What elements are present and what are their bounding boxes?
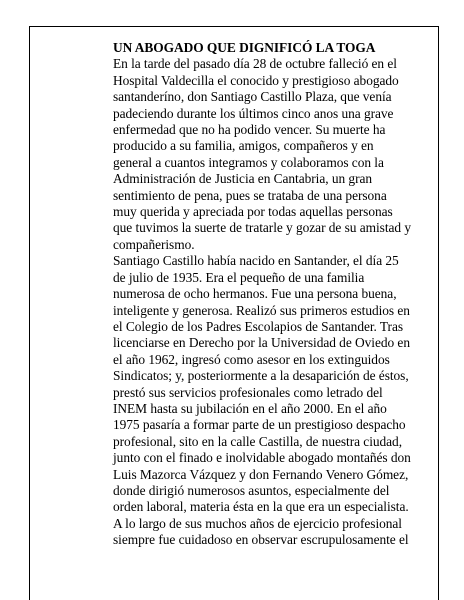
text-line: 1975 pasaría a formar parte de un prestigioso despacho [113,417,406,433]
text-line: inteligente y generosa. Realizó sus primeros estudios en [113,302,410,318]
text-line: Administración de Justicia en Cantabria, un gran [113,171,373,187]
article [113,40,423,549]
text-line: muy querida y apreciada por todas aquellas personas [113,204,393,220]
text-line: licenciarse en Derecho por la Universidad de Oviedo en [113,335,410,351]
text-line: siempre fue cuidadoso en observar escrupulosamente el [113,532,409,548]
text-line: En la tarde del pasado día 28 de octubre falleció en el [113,56,397,72]
text-line: producido a su familia, amigos, compañeros y en [113,138,374,154]
text-line: Sindicatos; y, posteriormente a la desaparición de éstos, [113,368,409,384]
text-line: INEM hasta su jubilación en el año 2000. En el año [113,400,387,416]
text-line: sentimiento de pena, pues se trataba de una persona [113,187,387,203]
text-line: que tuvimos la suerte de tratarle y gozar de su amistad y [113,220,411,236]
text-line: A lo largo de sus muchos años de ejercicio profesional [113,515,402,531]
text-line: enfermedad que no ha podido vencer. Su muerte ha [113,122,386,138]
text-line: orden laboral, materia ésta en la que era un especialista. [113,499,409,515]
article-body [113,56,423,548]
text-line: general a cuantos integramos y colaboramos con la [113,154,384,170]
article-title: UN ABOGADO QUE DIGNIFICÓ LA TOGA [113,40,376,55]
text-line: compañerismo. [113,236,195,252]
text-line: junto con el finado e inolvidable abogado montañés don [113,450,411,466]
text-line: Santiago Castillo había nacido en Santander, el día 25 [113,253,399,269]
text-line: padeciendo durante los últimos cinco anos una grave [113,105,394,121]
text-line: numerosa de ocho hermanos. Fue una persona buena, [113,286,397,302]
text-line: profesional, sito en la calle Castilla, de nuestra ciudad, [113,433,402,449]
text-line: el Colegio de los Padres Escolapios de Santander. Tras [113,318,403,334]
text-line: prestó sus servicios profesionales como letrado del [113,384,383,400]
text-line: Hospital Valdecilla el conocido y prestigioso abogado [113,72,399,88]
text-line: el año 1962, ingresó como asesor en los extinguidos [113,351,390,367]
text-line: de julio de 1935. Era el pequeño de una familia [113,269,365,285]
text-line: Luis Mazorca Vázquez y don Fernando Venero Gómez, [113,466,409,482]
text-line: donde dirigió numerosos asuntos, especialmente del [113,482,390,498]
text-line: santanderíno, don Santiago Castillo Plaza, que venía [113,89,392,105]
